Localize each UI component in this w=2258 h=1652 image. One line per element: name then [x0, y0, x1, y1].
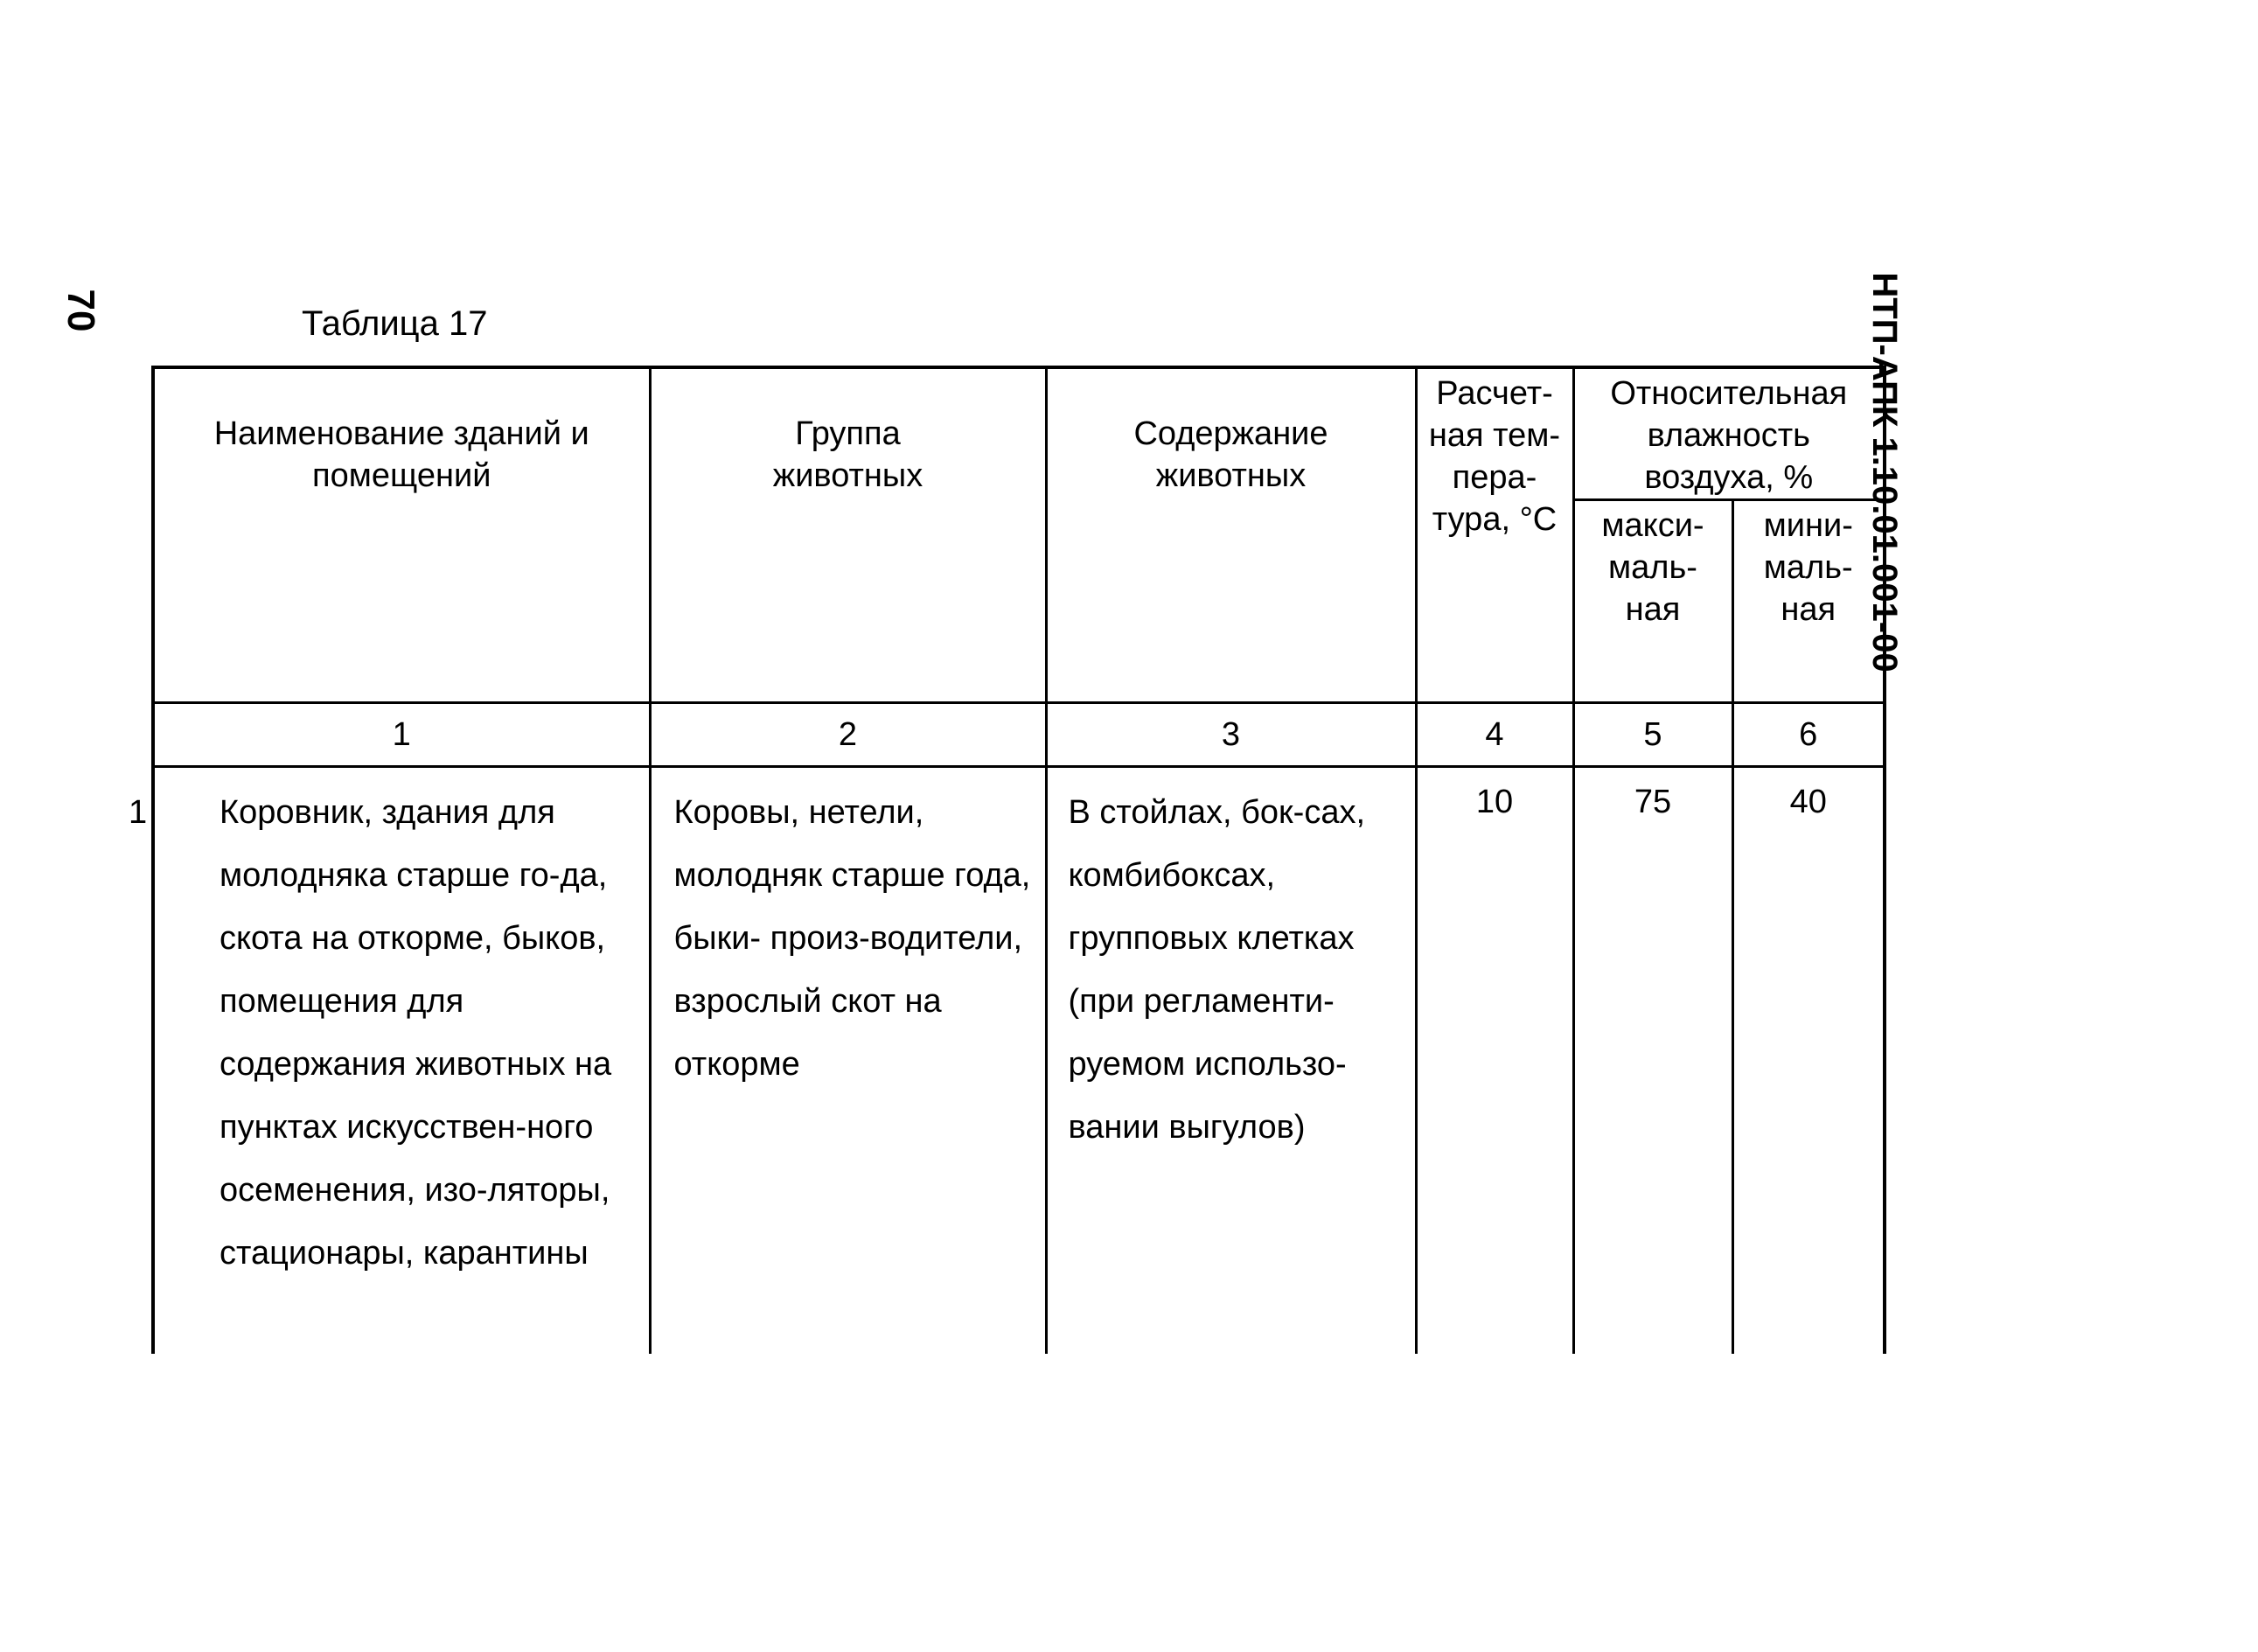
header-relative-humidity: Относительная влажность воздуха, %	[1573, 367, 1885, 500]
column-number: 1	[153, 703, 650, 767]
table-caption: Таблица 17	[302, 304, 488, 343]
column-number: 6	[1732, 703, 1885, 767]
header-design-temperature: Расчет-ная тем-пера-тура, °С	[1416, 367, 1573, 703]
column-number: 2	[650, 703, 1046, 767]
animal-housing-cell	[1046, 767, 1416, 1355]
norms-table	[129, 366, 1886, 1354]
column-number: 5	[1573, 703, 1732, 767]
column-number-row	[153, 703, 1885, 767]
building-name: Коровник, здания для молодняка старше го-да, скота на откорме, быков, помещения для содержания животных на пунктах искусствен-ного осеменения, изо-ляторы, стационары, карантины	[220, 794, 612, 1272]
header-building-name: Наименование зданий и помещений	[153, 367, 650, 703]
header-humidity-max: макси-маль-ная	[1573, 500, 1732, 703]
animal-group-cell	[650, 767, 1046, 1355]
animal-group: Коровы, нетели, молодняк старше года, быки- произ-водители, взрослый скот на откорме	[673, 794, 1031, 1083]
header-row	[153, 367, 1885, 500]
humidity-max-cell: 75	[1573, 767, 1732, 1355]
table-row	[153, 767, 1885, 1355]
header-animal-housing: Содержание животных	[1046, 367, 1416, 703]
row-number: 1	[129, 794, 148, 831]
building-name-cell	[129, 767, 650, 1355]
header-humidity-min: мини-маль-ная	[1732, 500, 1885, 703]
page-number: 70	[59, 289, 102, 332]
humidity-min-cell: 40	[1732, 767, 1885, 1355]
document-code: НТП-АПК 1.10.01.001-00	[1865, 272, 1904, 673]
column-number: 3	[1046, 703, 1416, 767]
temperature-cell: 10	[1416, 767, 1573, 1355]
header-animal-group: Группа животных	[650, 367, 1046, 703]
animal-housing: В стойлах, бок-сах, комбибоксах, групповых клетках (при регламенти-руемом использо-вании выгулов)	[1068, 794, 1366, 1146]
column-number: 4	[1416, 703, 1573, 767]
